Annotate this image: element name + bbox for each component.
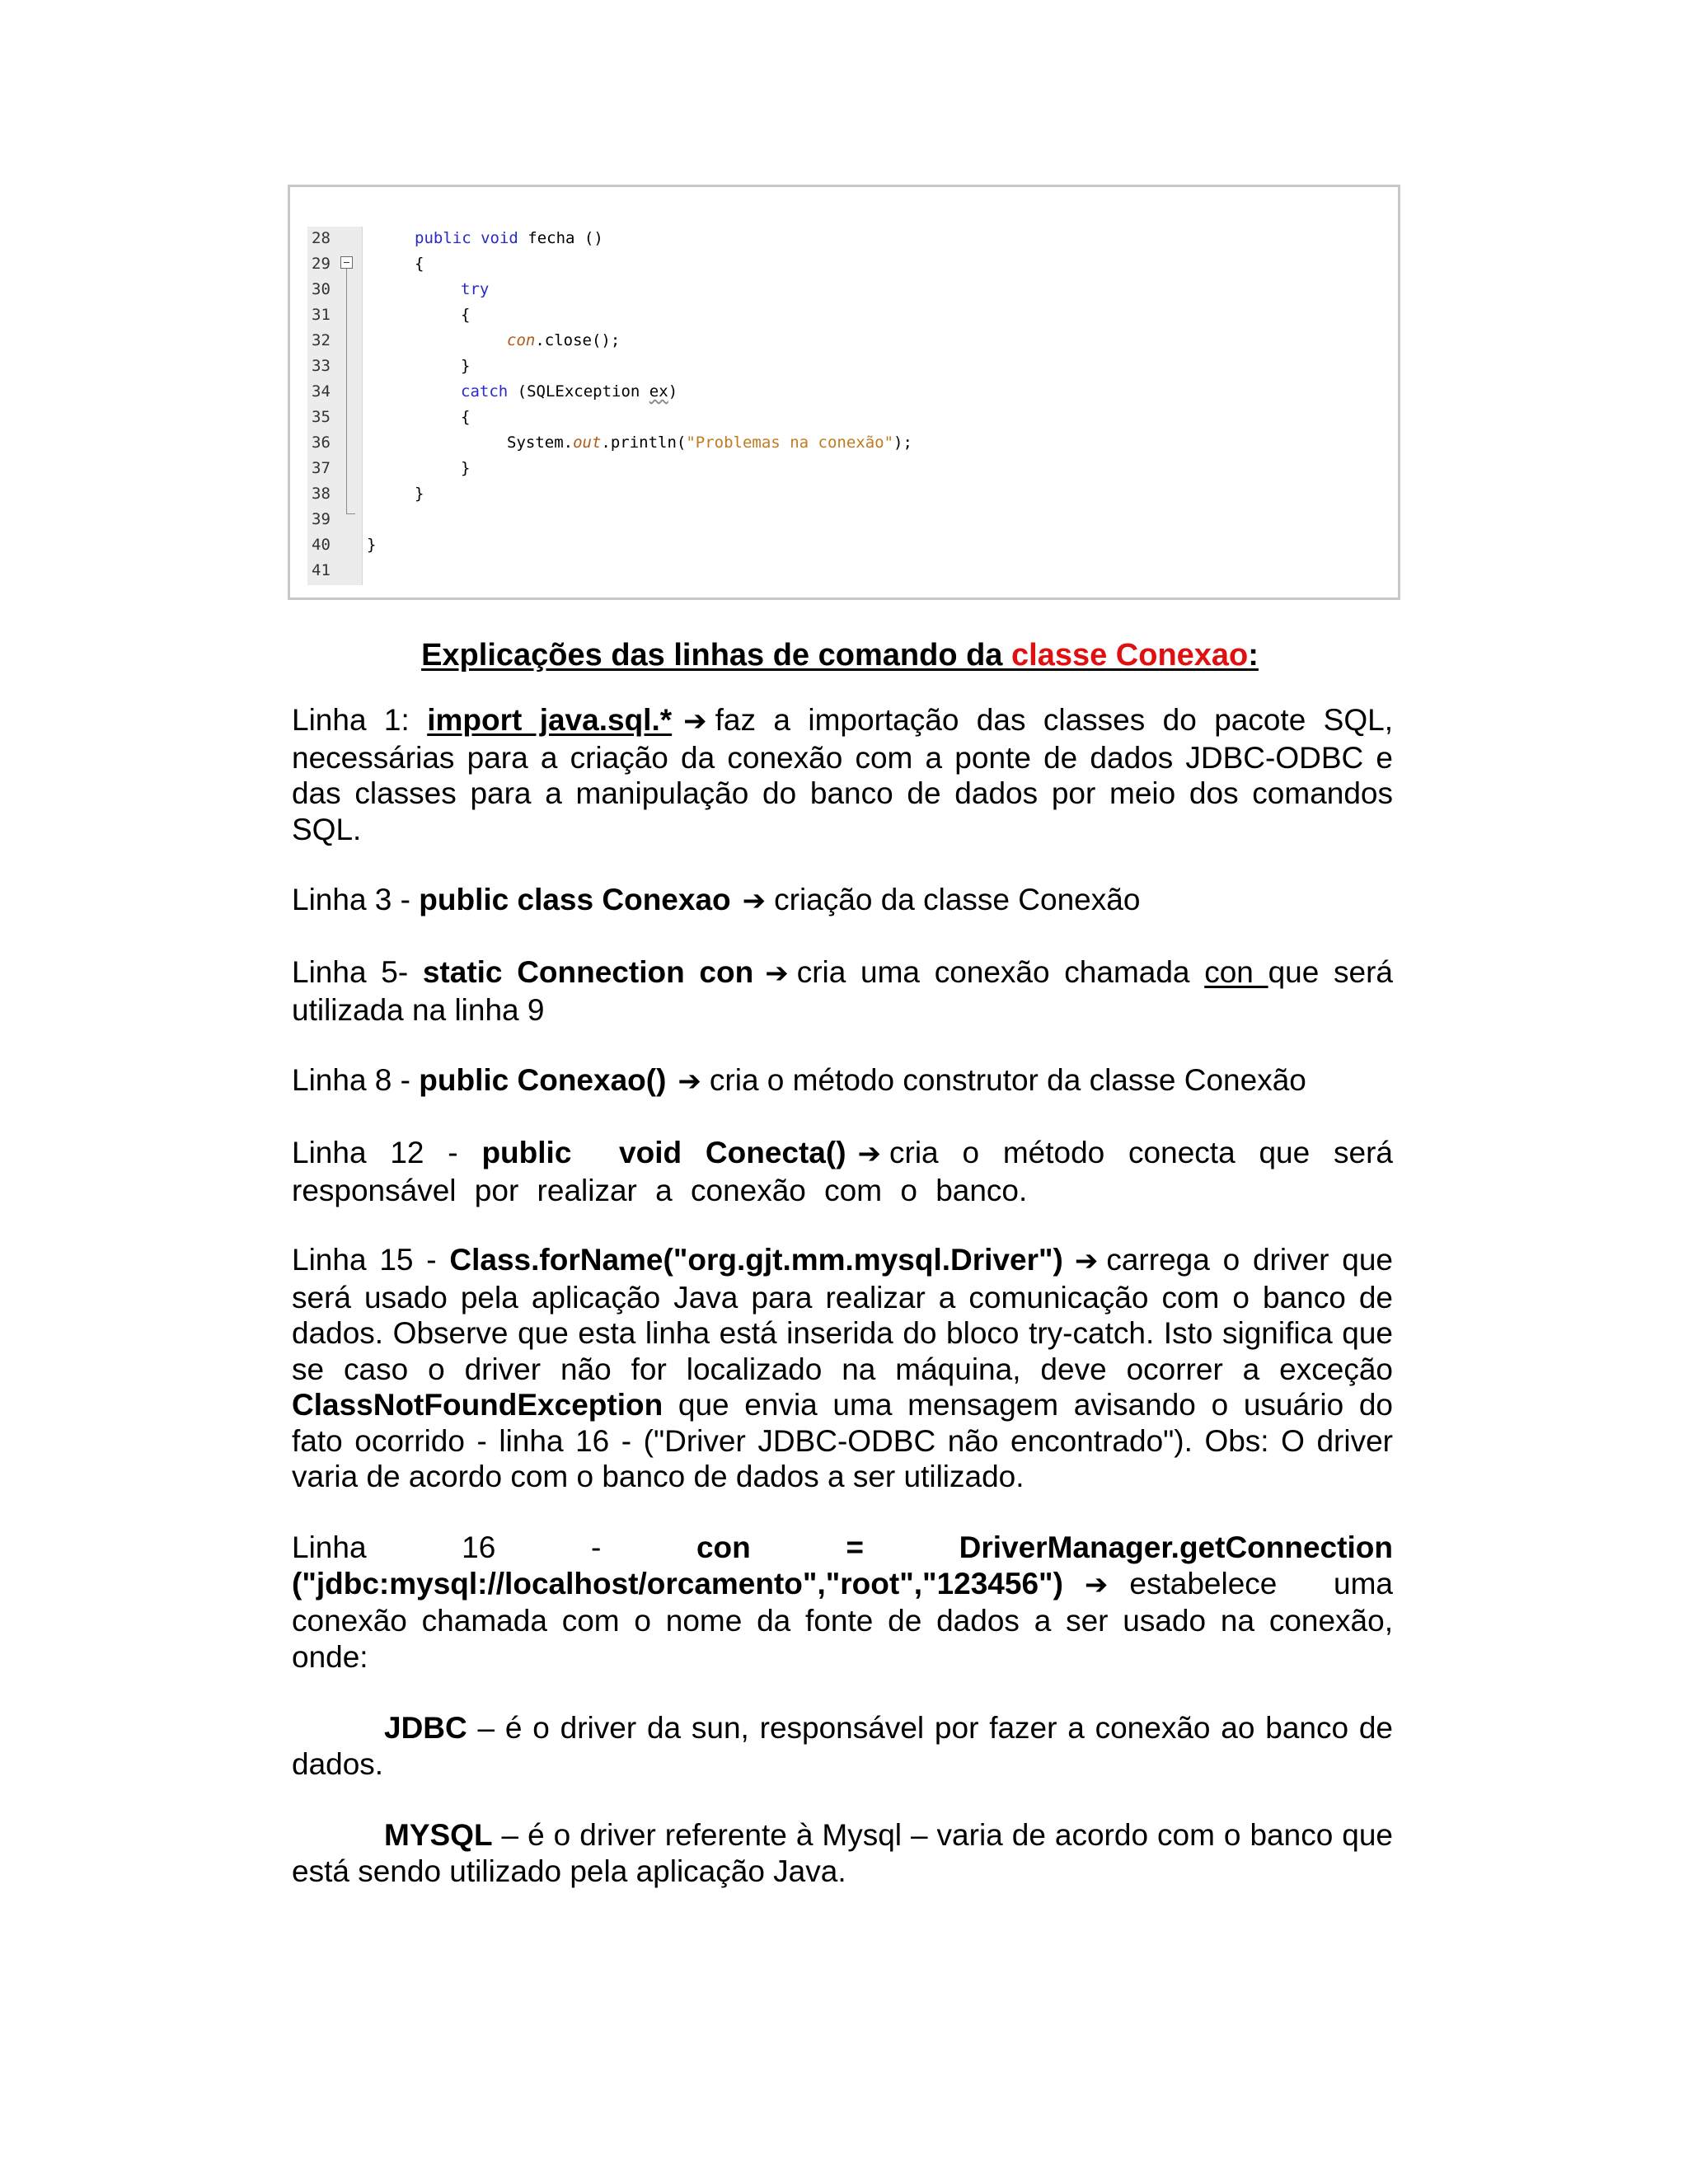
code-token: fecha () bbox=[528, 229, 603, 247]
code-snippet: DriverManager.getConnection bbox=[959, 1530, 1393, 1564]
code-line bbox=[290, 354, 1398, 379]
code-text bbox=[415, 481, 424, 507]
term-description: – é o driver da sun, responsável por fazer a conexão ao banco de dados. bbox=[292, 1711, 1393, 1781]
code-text bbox=[461, 456, 470, 481]
line-label: Linha 5- bbox=[292, 955, 423, 989]
line-description-cont: que envia uma mensagem avisando o usuário do fato ocorrido - linha 16 - ("Driver JDBC-ODBC não encontrado"). Obs: O driver varia de acordo com o banco de dados a ser utilizado. bbox=[292, 1388, 1393, 1493]
code-snippet: import java.sql.* bbox=[427, 703, 673, 737]
code-snippet: public void Conecta() bbox=[481, 1136, 846, 1169]
line-description: carrega o driver que será usado pela aplicação Java para realizar a comunicação com o banco de dados. Observe que esta linha está inserida do bloco try-catch. Isto significa que se caso o driver não for localizado na máquina, deve ocorrer a exceção bbox=[292, 1243, 1393, 1386]
line-number: 32 bbox=[312, 331, 331, 349]
code-screenshot bbox=[288, 185, 1400, 600]
line-number: 40 bbox=[312, 536, 331, 554]
title-prefix: Explicações das linhas de comando da bbox=[421, 638, 1011, 673]
term-description: – é o driver referente à Mysql – varia de acordo com o banco que está sendo utilizado pela aplicação Java. bbox=[292, 1818, 1393, 1888]
fold-guide-line bbox=[346, 269, 347, 513]
line-label: Linha 1: bbox=[292, 703, 428, 737]
code-line bbox=[290, 532, 1398, 558]
line-label: Linha bbox=[292, 1530, 367, 1564]
code-text bbox=[507, 328, 620, 354]
code-token: try bbox=[461, 280, 490, 298]
code-line bbox=[290, 507, 1398, 532]
line-description: faz a importação das classes do pacote SQL, necessárias para a criação da conexão com a ponte de dados JDBC-ODBC e das classes para a manipulação do banco de dados por meio dos comandos SQL. bbox=[292, 703, 1393, 846]
code-token: catch bbox=[461, 382, 518, 401]
code-text bbox=[415, 226, 603, 251]
line-description: criação da classe Conexão bbox=[774, 883, 1141, 916]
line-label: Linha 15 - bbox=[292, 1243, 450, 1277]
line-number: 31 bbox=[312, 306, 331, 324]
code-line bbox=[290, 277, 1398, 302]
term-jdbc bbox=[292, 1710, 1393, 1782]
code-token: } bbox=[415, 485, 424, 503]
term-mysql bbox=[292, 1817, 1393, 1889]
arrow-right-icon: ➔ bbox=[742, 884, 767, 917]
separator: - bbox=[590, 1530, 602, 1564]
underlined-term: con bbox=[1204, 955, 1268, 989]
line-label: Linha 8 - bbox=[292, 1063, 420, 1097]
arrow-right-icon: ➔ bbox=[1084, 1568, 1109, 1601]
arrow-right-icon: ➔ bbox=[765, 957, 789, 990]
code-token: { bbox=[461, 408, 471, 426]
code-text bbox=[461, 379, 678, 405]
code-text bbox=[507, 430, 912, 456]
line-description: cria uma conexão chamada bbox=[796, 955, 1205, 989]
code-token: .println( bbox=[601, 434, 687, 452]
code-text bbox=[461, 302, 470, 328]
code-token: .close(); bbox=[535, 331, 621, 349]
code-snippet: con bbox=[696, 1530, 751, 1564]
code-token: "Problemas na conexão" bbox=[686, 434, 894, 452]
line-description-cont: que será utilizada na linha 9 bbox=[292, 955, 1394, 1027]
section-title bbox=[288, 635, 1392, 676]
code-line bbox=[290, 481, 1398, 507]
explanation-line-5 bbox=[292, 954, 1393, 1028]
code-snippet: static Connection con bbox=[422, 955, 754, 989]
line-number: 30 bbox=[312, 280, 331, 298]
code-token: } bbox=[367, 536, 377, 554]
line-number: 16 bbox=[462, 1530, 496, 1564]
line-label: Linha 12 - bbox=[292, 1136, 482, 1169]
code-line bbox=[290, 251, 1398, 277]
line-number: 41 bbox=[312, 561, 331, 579]
code-text bbox=[415, 251, 424, 277]
code-token: } bbox=[461, 459, 471, 477]
spread-first-line bbox=[292, 1530, 1393, 1566]
code-snippet: Class.forName("org.gjt.mm.mysql.Driver") bbox=[449, 1243, 1063, 1277]
code-snippet: public Conexao() bbox=[419, 1063, 667, 1097]
explanation-line-8 bbox=[292, 1062, 1393, 1100]
code-token: ); bbox=[893, 434, 912, 452]
explanation-line-15 bbox=[292, 1242, 1393, 1495]
code-line bbox=[290, 430, 1398, 456]
title-highlight: classe Conexao bbox=[1011, 638, 1249, 673]
code-snippet: ("jdbc:mysql://localhost/orcamento","root","123456") bbox=[292, 1566, 1063, 1601]
term-label: MYSQL bbox=[384, 1818, 493, 1852]
code-token: } bbox=[461, 357, 471, 375]
explanation-line-16 bbox=[292, 1530, 1393, 1675]
line-label: Linha 3 - bbox=[292, 883, 420, 916]
code-token: ) bbox=[668, 382, 678, 401]
code-line bbox=[290, 379, 1398, 405]
code-line bbox=[290, 405, 1398, 430]
line-number: 34 bbox=[312, 382, 331, 401]
line-number: 38 bbox=[312, 485, 331, 503]
code-token: { bbox=[461, 306, 471, 324]
line-description: cria o método construtor da classe Conexão bbox=[709, 1063, 1306, 1097]
line-number: 28 bbox=[312, 229, 331, 247]
arrow-right-icon: ➔ bbox=[1074, 1244, 1099, 1277]
code-token: ex bbox=[649, 382, 668, 401]
line-description: cria o método conecta que será responsável por realizar a conexão com o banco. bbox=[292, 1136, 1393, 1207]
collapse-icon bbox=[340, 256, 353, 269]
code-line bbox=[290, 558, 1398, 583]
code-snippet: = bbox=[846, 1530, 864, 1564]
code-token: out bbox=[573, 434, 602, 452]
title-suffix: : bbox=[1248, 638, 1259, 673]
term-label: JDBC bbox=[384, 1711, 467, 1745]
explanation-line-3 bbox=[292, 882, 1393, 920]
code-token: con bbox=[507, 331, 536, 349]
arrow-right-icon: ➔ bbox=[857, 1137, 882, 1170]
code-text bbox=[461, 277, 489, 302]
arrow-right-icon: ➔ bbox=[683, 705, 707, 738]
line-number: 35 bbox=[312, 408, 331, 426]
code-line bbox=[290, 456, 1398, 481]
arrow-right-icon: ➔ bbox=[678, 1065, 701, 1098]
code-token: public void bbox=[415, 229, 528, 247]
code-text bbox=[461, 354, 470, 379]
line-number: 29 bbox=[312, 255, 331, 273]
explanation-line-1 bbox=[292, 702, 1393, 847]
code-line bbox=[290, 328, 1398, 354]
code-token: (SQLException bbox=[517, 382, 649, 401]
line-number: 37 bbox=[312, 459, 331, 477]
explanation-line-12 bbox=[292, 1135, 1393, 1208]
line-description: estabelece uma conexão chamada com o nome da fonte de dados a ser usado na conexão, onde: bbox=[292, 1566, 1393, 1674]
code-token: System. bbox=[507, 434, 574, 452]
exception-name: ClassNotFoundException bbox=[292, 1388, 663, 1422]
line-number: 39 bbox=[312, 510, 331, 528]
code-line bbox=[290, 226, 1398, 251]
code-text bbox=[367, 532, 376, 558]
code-token: { bbox=[415, 255, 424, 273]
code-snippet: public class Conexao bbox=[419, 883, 731, 916]
code-text bbox=[461, 405, 470, 430]
line-number: 36 bbox=[312, 434, 331, 452]
line-number: 33 bbox=[312, 357, 331, 375]
code-line bbox=[290, 302, 1398, 328]
fold-guide-end bbox=[346, 513, 355, 514]
